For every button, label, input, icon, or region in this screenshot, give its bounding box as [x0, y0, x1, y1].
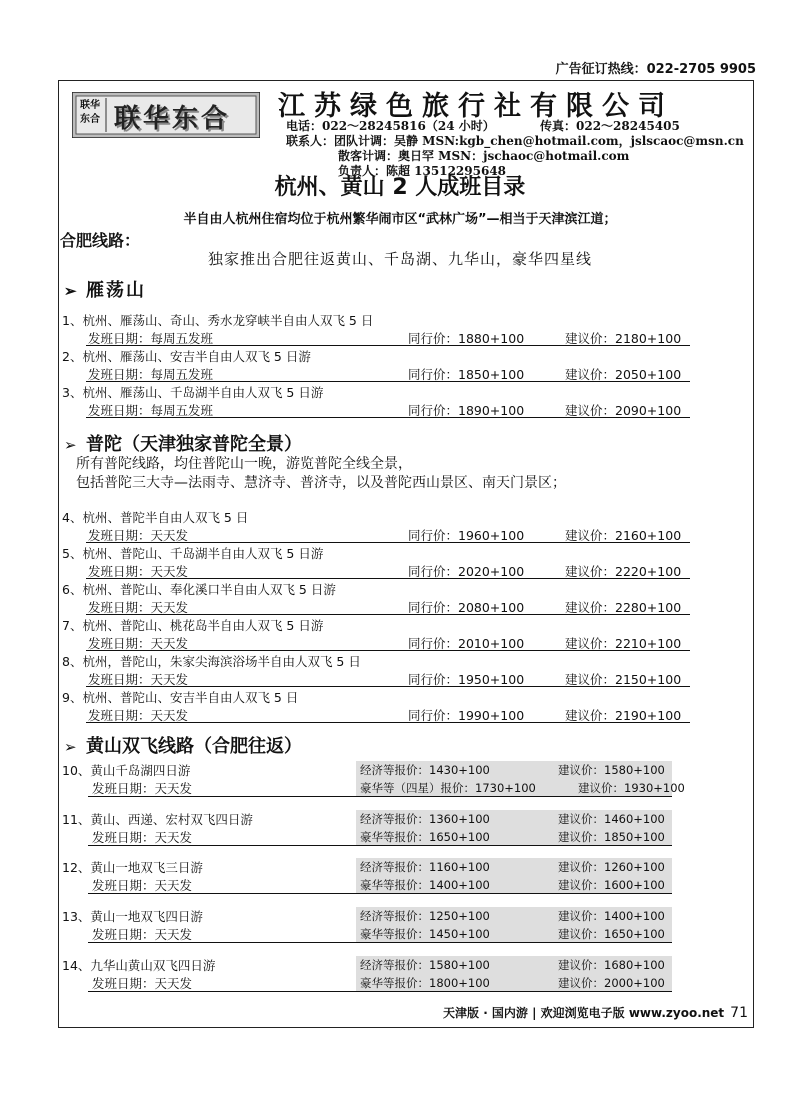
row-underline: [86, 686, 690, 687]
economy-suggested: 建议价：1260+100: [558, 860, 665, 874]
departure-date: 发班日期：天天发: [88, 600, 189, 615]
page-number: 71: [730, 1005, 748, 1021]
departure-date: 发班日期：天天发: [92, 927, 193, 942]
departure-date: 发班日期：每周五发班: [88, 331, 214, 346]
luxury-suggested: 建议价：1650+100: [558, 927, 665, 941]
row-underline: [88, 893, 672, 894]
logo-big-text: 联华东合: [114, 104, 231, 134]
row-underline: [86, 722, 690, 723]
departure-date: 发班日期：天天发: [92, 878, 193, 893]
suggested-price: 建议价：2280+100: [565, 600, 682, 615]
departure-date: 发班日期：每周五发班: [88, 367, 214, 382]
route-name: 2、杭州、雁荡山、安吉半自由人双飞 5 日游: [62, 349, 311, 364]
row-underline: [86, 542, 690, 543]
row-underline: [86, 578, 690, 579]
economy-price: 经济等报价：1250+100: [360, 909, 490, 923]
route-name: 9、杭州、普陀山、安吉半自由人双飞 5 日: [62, 690, 299, 705]
departure-date: 发班日期：天天发: [92, 781, 193, 796]
row-underline: [86, 417, 690, 418]
contacts-line-3: 负责人：陈超 13512295648: [338, 164, 507, 178]
departure-date: 发班日期：天天发: [88, 528, 189, 543]
row-underline: [86, 614, 690, 615]
company-name: 江苏绿色旅行社有限公司: [278, 91, 674, 122]
page-title: 杭州、黄山 2 人成班目录: [274, 175, 526, 200]
economy-price: 经济等报价：1360+100: [360, 812, 490, 826]
peer-price: 同行价：2010+100: [408, 636, 525, 651]
hefei-route-label: 合肥线路：: [60, 231, 141, 250]
peer-price: 同行价：1890+100: [408, 403, 525, 418]
suggested-price: 建议价：2160+100: [565, 528, 682, 543]
luxury-suggested: 建议价：2000+100: [558, 976, 665, 990]
row-underline: [88, 845, 672, 846]
subtitle: 半自由人杭州住宿均位于杭州繁华闹市区“武林广场”—相当于天津滨江道；: [183, 212, 617, 227]
luxury-suggested: 建议价：1850+100: [558, 830, 665, 844]
logo-small-text: 联华 东合: [80, 100, 100, 125]
peer-price: 同行价：1950+100: [408, 672, 525, 687]
departure-date: 发班日期：天天发: [92, 976, 193, 991]
chevron-right-icon: ➢: [64, 282, 77, 300]
peer-price: 同行价：1990+100: [408, 708, 525, 723]
suggested-price: 建议价：2090+100: [565, 403, 682, 418]
row-underline: [88, 942, 672, 943]
company-phone: 电话：022～28245816（24 小时）: [286, 119, 495, 133]
economy-price: 经济等报价：1580+100: [360, 958, 490, 972]
row-underline: [86, 345, 690, 346]
suggested-price: 建议价：2210+100: [565, 636, 682, 651]
luxury-suggested: 建议价：1930+100: [578, 781, 685, 795]
section-putuo-title: ➢ 普陀（天津独家普陀全景）: [64, 434, 302, 455]
peer-price: 同行价：1960+100: [408, 528, 525, 543]
putuo-desc-2: 包括普陀三大寺—法雨寺、慧济寺、普济寺，以及普陀西山景区、南天门景区；: [76, 475, 566, 491]
route-name: 4、杭州、普陀半自由人双飞 5 日: [62, 510, 249, 525]
luxury-suggested: 建议价：1600+100: [558, 878, 665, 892]
route-name: 6、杭州、普陀山、奉化溪口半自由人双飞 5 日游: [62, 582, 336, 597]
departure-date: 发班日期：天天发: [88, 564, 189, 579]
luxury-price: 豪华等（四星）报价：1730+100: [360, 781, 536, 795]
peer-price: 同行价：2080+100: [408, 600, 525, 615]
ad-hotline: 广告征订热线：022-2705 9905: [555, 62, 756, 77]
row-underline: [86, 650, 690, 651]
row-underline: [86, 381, 690, 382]
company-fax: 传真：022～28245405: [540, 119, 680, 133]
row-underline: [88, 991, 672, 992]
economy-price: 经济等报价：1160+100: [360, 860, 490, 874]
departure-date: 发班日期：天天发: [92, 830, 193, 845]
suggested-price: 建议价：2050+100: [565, 367, 682, 382]
route-name: 10、黄山千岛湖四日游: [62, 763, 191, 778]
contacts-line-2: 散客计调：奥日罕 MSN：jschaoc@hotmail.com: [338, 149, 630, 163]
route-name: 11、黄山、西递、宏村双飞四日游: [62, 812, 253, 827]
route-name: 13、黄山一地双飞四日游: [62, 909, 203, 924]
luxury-price: 豪华等报价：1450+100: [360, 927, 490, 941]
suggested-price: 建议价：2180+100: [565, 331, 682, 346]
putuo-desc-1: 所有普陀线路，均住普陀山一晚，游览普陀全线全景，: [76, 456, 412, 472]
luxury-price: 豪华等报价：1800+100: [360, 976, 490, 990]
contacts-line-1: 联系人：团队计调：吴静 MSN:kgb_chen@hotmail.com，jslscaoc@msn.cn: [286, 134, 744, 148]
route-name: 14、九华山黄山双飞四日游: [62, 958, 216, 973]
footer: [443, 1004, 748, 1021]
economy-price: 经济等报价：1430+100: [360, 763, 490, 777]
company-logo: [72, 92, 260, 138]
route-name: 5、杭州、普陀山、千岛湖半自由人双飞 5 日游: [62, 546, 324, 561]
route-name: 12、黄山一地双飞三日游: [62, 860, 203, 875]
section-yandang-title: ➢ 雁荡山: [64, 280, 146, 301]
departure-date: 发班日期：天天发: [88, 708, 189, 723]
footer-text: 天津版 · 国内游 | 欢迎浏览电子版 www.zyoo.net: [443, 1006, 725, 1020]
economy-suggested: 建议价：1680+100: [558, 958, 665, 972]
route-name: 7、杭州、普陀山、桃花岛半自由人双飞 5 日游: [62, 618, 324, 633]
chevron-right-icon: ➢: [64, 738, 77, 756]
economy-suggested: 建议价：1400+100: [558, 909, 665, 923]
exclusive-offer: 独家推出合肥往返黄山、千岛湖、九华山，豪华四星线: [207, 250, 592, 268]
luxury-price: 豪华等报价：1650+100: [360, 830, 490, 844]
suggested-price: 建议价：2190+100: [565, 708, 682, 723]
route-name: 1、杭州、雁荡山、奇山、秀水龙穿峡半自由人双飞 5 日: [62, 313, 374, 328]
economy-suggested: 建议价：1460+100: [558, 812, 665, 826]
departure-date: 发班日期：天天发: [88, 636, 189, 651]
luxury-price: 豪华等报价：1400+100: [360, 878, 490, 892]
peer-price: 同行价：2020+100: [408, 564, 525, 579]
route-name: 3、杭州、雁荡山、千岛湖半自由人双飞 5 日游: [62, 385, 324, 400]
row-underline: [88, 796, 672, 797]
suggested-price: 建议价：2220+100: [565, 564, 682, 579]
economy-suggested: 建议价：1580+100: [558, 763, 665, 777]
departure-date: 发班日期：每周五发班: [88, 403, 214, 418]
suggested-price: 建议价：2150+100: [565, 672, 682, 687]
section-huangshan-title: ➢ 黄山双飞线路（合肥往返）: [64, 736, 302, 757]
chevron-right-icon: ➢: [64, 436, 77, 454]
peer-price: 同行价：1850+100: [408, 367, 525, 382]
peer-price: 同行价：1880+100: [408, 331, 525, 346]
route-name: 8、杭州，普陀山，朱家尖海滨浴场半自由人双飞 5 日: [62, 654, 361, 669]
departure-date: 发班日期：天天发: [88, 672, 189, 687]
